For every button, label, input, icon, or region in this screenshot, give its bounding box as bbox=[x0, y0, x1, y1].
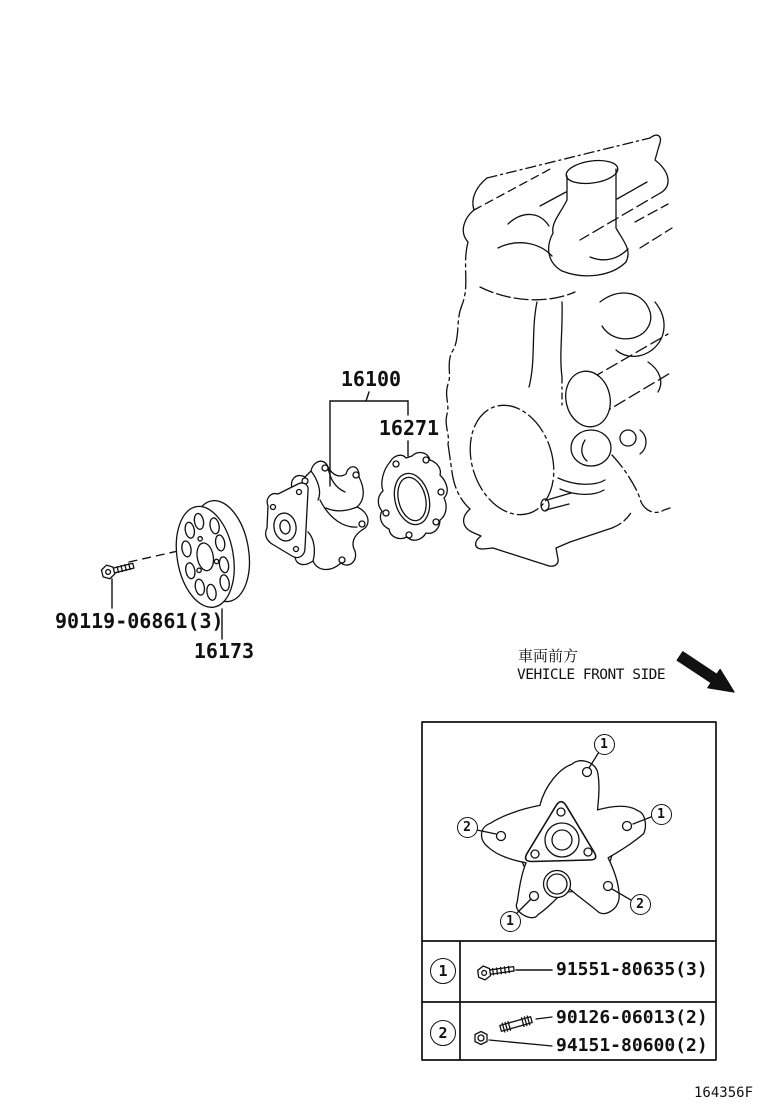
part-label-pulley-bolt: 90119-06861(3) bbox=[55, 609, 224, 633]
part-label-pump-assembly: 16100 bbox=[340, 367, 402, 391]
legend-row1-number: 1 bbox=[430, 958, 456, 984]
legend-row2-part-number-stud: 90126-06013(2) bbox=[556, 1007, 708, 1028]
legend-row2-number: 2 bbox=[430, 1020, 456, 1046]
legend-row1-part-number: 91551-80635(3) bbox=[556, 959, 708, 980]
direction-note-english: VEHICLE FRONT SIDE bbox=[517, 667, 666, 683]
callout-left: 2 bbox=[457, 817, 478, 838]
callout-bottom-left: 1 bbox=[500, 911, 521, 932]
gasket-drawing bbox=[378, 453, 447, 541]
figure-code: 164356F bbox=[694, 1085, 754, 1101]
part-label-pulley: 16173 bbox=[193, 639, 255, 663]
callout-right: 1 bbox=[651, 804, 672, 825]
direction-note-japanese: 車両前方 bbox=[518, 647, 579, 665]
direction-arrow-icon bbox=[677, 652, 734, 692]
part-label-gasket: 16271 bbox=[378, 416, 440, 440]
callout-top: 1 bbox=[594, 734, 615, 755]
water-pump-drawing bbox=[266, 461, 368, 569]
callout-bottom-right: 2 bbox=[630, 894, 651, 915]
engine-block-drawing bbox=[446, 135, 672, 566]
pulley-drawing bbox=[168, 496, 257, 612]
legend-row2-part-number-nut: 94151-80600(2) bbox=[556, 1035, 708, 1056]
